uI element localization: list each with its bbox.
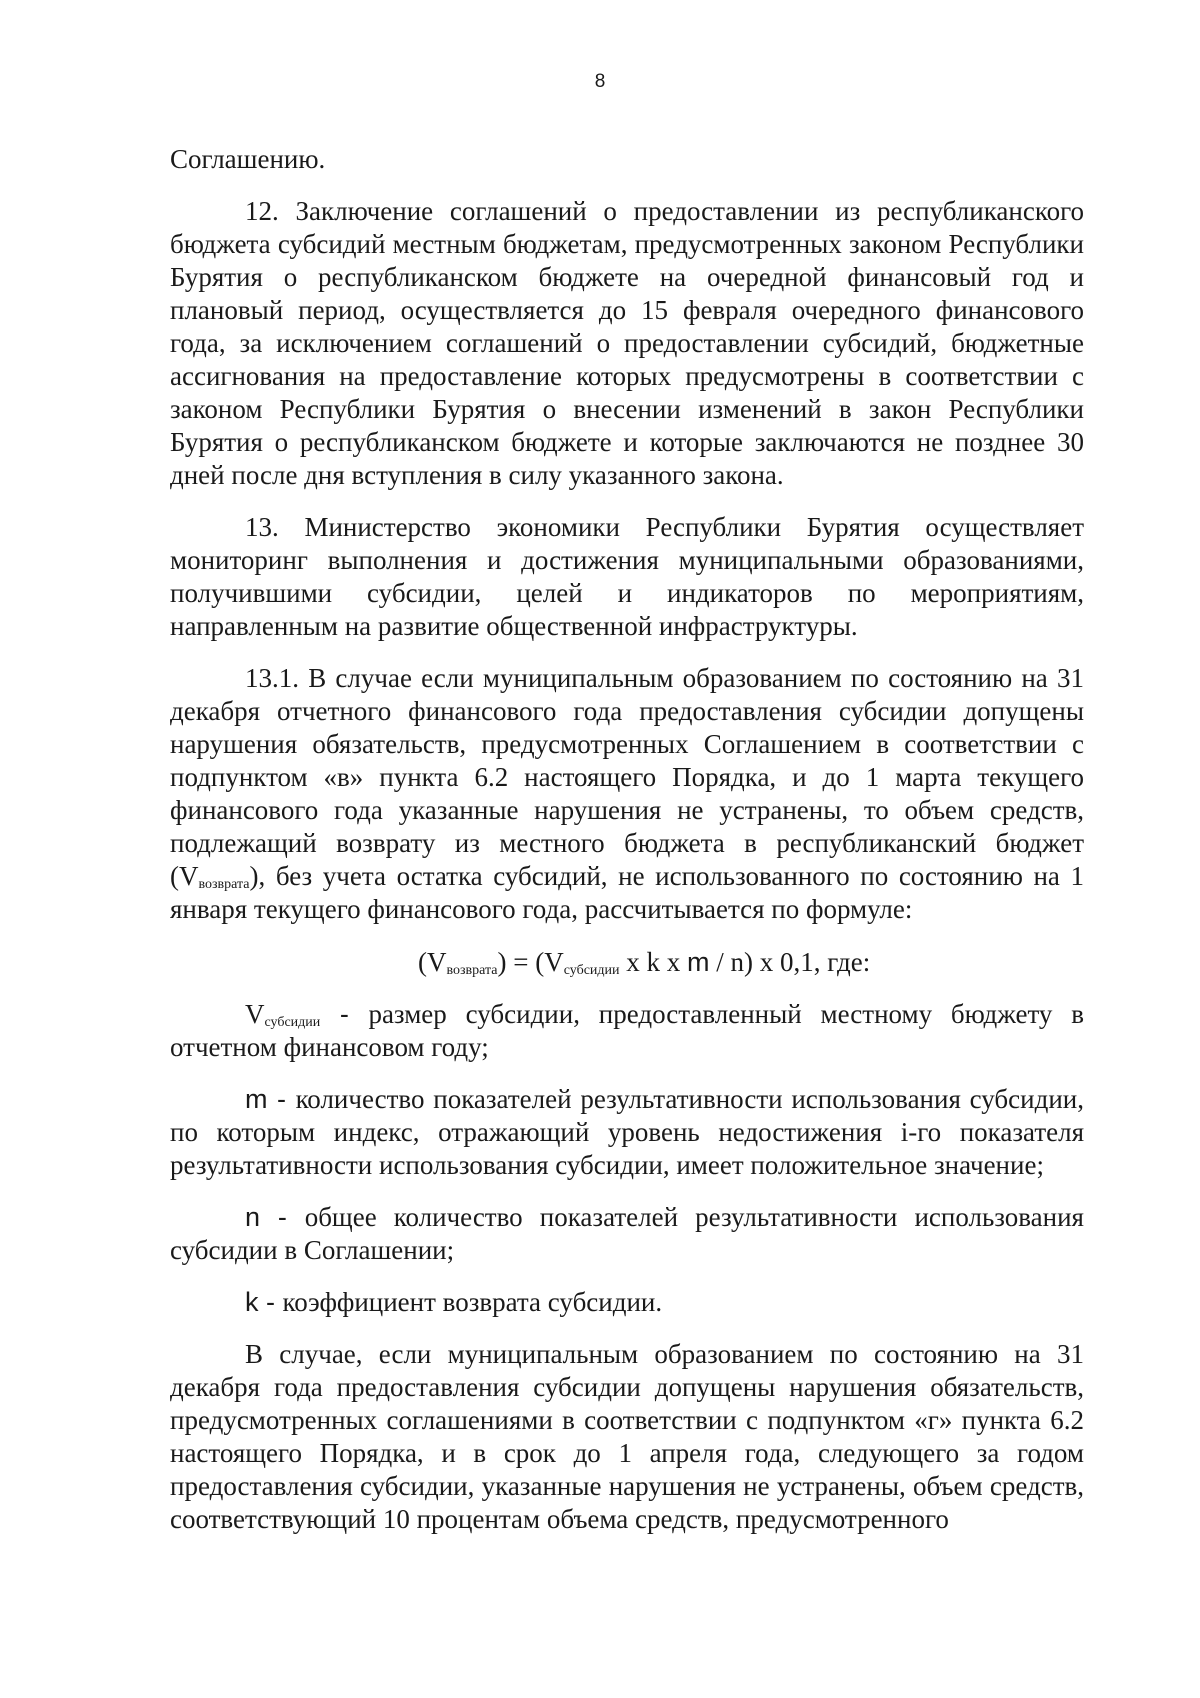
paragraph-13-1-text: 13.1. В случае если муниципальным образованием по состоянию на 31 декабря отчетного финансового года предоставления субсидии допущены нарушения обязательств, предусмотренных Соглашением в соответствии с подпунктом «в» пункта 6.2 настоящего Порядка, и до 1 марта текущего финансового года указанные нарушения не устранены, то объем средств, подлежащий возврату из местного бюджета в республиканский бюджет (V — [170, 663, 1084, 891]
v-return-subscript: возврата — [198, 877, 250, 892]
definition-k-text: коэффициент возврата субсидии. — [282, 1287, 663, 1317]
definition-m — [170, 1083, 1084, 1182]
definition-k-symbol: k - — [245, 1287, 283, 1317]
definition-k — [170, 1286, 1084, 1319]
paragraph-13: 13. Министерство экономики Республики Бурятия осуществляет мониторинг выполнения и достижения муниципальными образованиями, получившими субсидии, целей и индикаторов по мероприятиям, направленным на развитие общественной инфраструктуры. — [170, 512, 1084, 641]
definition-v-text: размер субсидии, предоставленный местному бюджету в отчетном финансовом году; — [170, 999, 1084, 1062]
definition-v-symbol: V — [245, 999, 265, 1029]
definition-v-subscript: субсидии — [264, 1015, 321, 1030]
formula-mid2: x k x — [619, 947, 688, 977]
formula-mid3: / n) x 0,1, где: — [709, 947, 871, 977]
page-number: 8 — [594, 71, 606, 92]
formula-mid1: ) = (V — [497, 947, 564, 977]
paragraph-13-1-text-after: ), без учета остатка субсидий, не использованного по состоянию на 1 января текущего финансового года, рассчитывается по формуле: — [170, 861, 1084, 924]
continuation-line: Соглашению. — [170, 144, 326, 174]
definition-m-symbol: m - — [245, 1084, 296, 1114]
definition-n-text: общее количество показателей результативности использования субсидии в Соглашении; — [170, 1202, 1084, 1265]
return-formula — [170, 946, 1084, 979]
paragraph-final: В случае, если муниципальным образованием по состоянию на 31 декабря года предоставления субсидии допущены нарушения обязательств, предусмотренных соглашениями в соответствии с подпунктом «г» пункта 6.2 настоящего Порядка, и в срок до 1 апреля года, следующего за годом предоставления субсидии, указанные нарушения не устранены, объем средств, соответствующий 10 процентам объема средств, предусмотренного — [170, 1339, 1084, 1534]
formula-sub-return: возврата — [446, 963, 498, 978]
formula-m: m — [687, 947, 710, 977]
definition-n-symbol: n - — [245, 1202, 305, 1232]
text-column — [170, 143, 1084, 1536]
definition-m-text: количество показателей результативности использования субсидии, по которым индекс, отражающий уровень недостижения i-го показателя результативности использования субсидии, имеет положительное значение; — [170, 1084, 1084, 1180]
formula-open: (V — [418, 947, 447, 977]
definition-n — [170, 1201, 1084, 1267]
paragraph-12: 12. Заключение соглашений о предоставлении из республиканского бюджета субсидий местным бюджетам, предусмотренных законом Республики Бурятия о республиканском бюджете на очередной финансовый год и плановый период, осуществляется до 15 февраля очередного финансового года, за исключением соглашений о предоставлении субсидий, бюджетные ассигнования на предоставление которых предусмотрены в соответствии с законом Республики Бурятия о внесении изменений в закон Республики Бурятия о республиканском бюджете и которые заключаются не позднее 30 дней после дня вступления в силу указанного закона. — [170, 196, 1084, 490]
paragraph-13-1 — [170, 662, 1084, 926]
definition-v — [170, 998, 1084, 1064]
definition-v-dash: - — [320, 999, 369, 1029]
formula-sub-subsidy: субсидии — [563, 963, 620, 978]
